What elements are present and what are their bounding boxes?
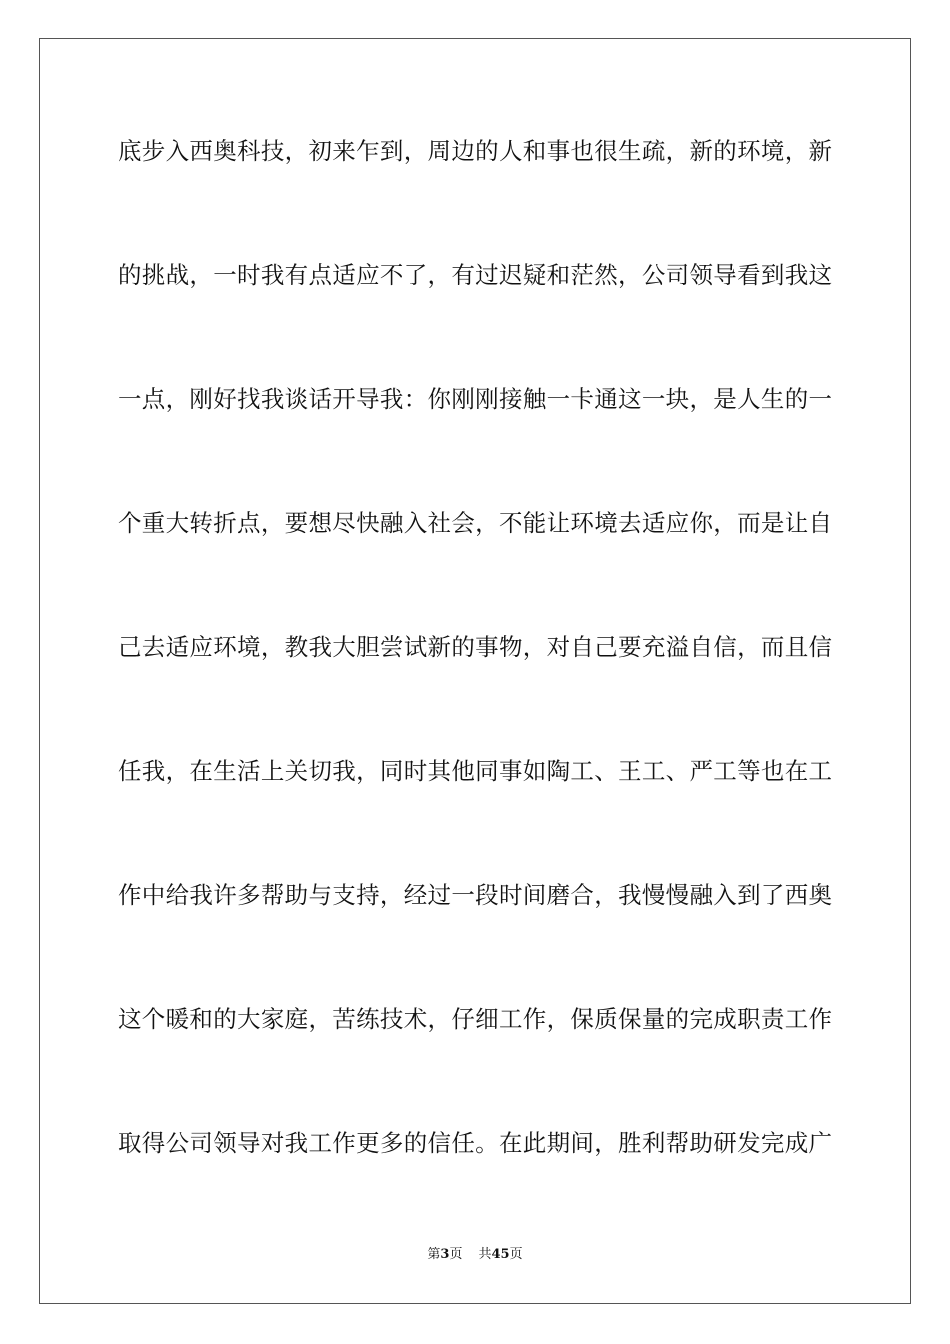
text-line: 底步入西奥科技，初来乍到，周边的人和事也很生疏，新的环境，新 xyxy=(118,137,832,165)
total-prefix: 共 xyxy=(478,1247,492,1262)
page-prefix: 第 xyxy=(427,1247,441,1262)
page-suffix: 页 xyxy=(449,1247,463,1262)
total-pages: 45 xyxy=(491,1247,510,1262)
text-line: 任我，在生活上关切我，同时其他同事如陶工、王工、严工等也在工 xyxy=(118,757,832,785)
text-line: 这个暖和的大家庭，苦练技术，仔细工作，保质保量的完成职责工作 xyxy=(118,1005,832,1033)
text-line: 作中给我许多帮助与支持，经过一段时间磨合，我慢慢融入到了西奥 xyxy=(118,881,832,909)
page-border xyxy=(39,38,911,1304)
text-line: 取得公司领导对我工作更多的信任。在此期间，胜利帮助研发完成广 xyxy=(118,1129,832,1157)
text-line: 的挑战，一时我有点适应不了，有过迟疑和茫然，公司领导看到我这 xyxy=(118,261,832,289)
page-number: 3 xyxy=(440,1247,450,1262)
text-line: 个重大转折点，要想尽快融入社会，不能让环境去适应你，而是让自 xyxy=(118,509,832,537)
text-line: 一点，刚好找我谈话开导我：你刚刚接触一卡通这一块，是人生的一 xyxy=(118,385,832,413)
page-footer xyxy=(0,1246,950,1264)
total-suffix: 页 xyxy=(509,1247,523,1262)
text-line: 己去适应环境，教我大胆尝试新的事物，对自己要充溢自信，而且信 xyxy=(118,633,832,661)
